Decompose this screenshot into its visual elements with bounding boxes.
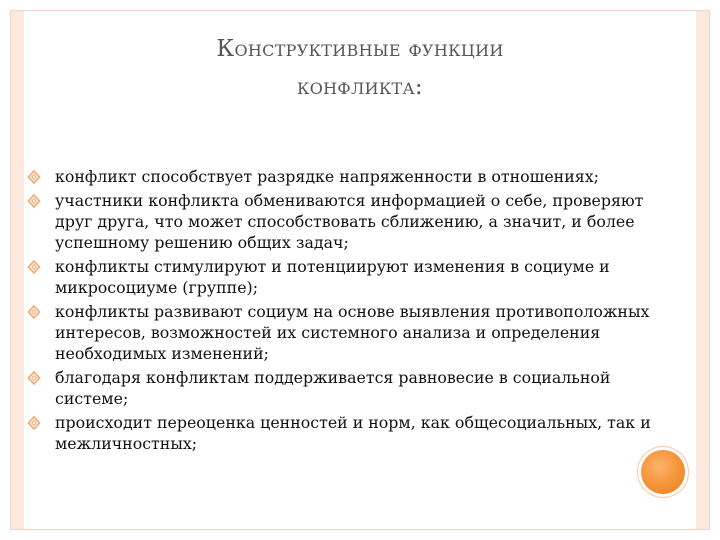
list-item-text: благодаря конфликтам поддерживается равновесие в социальной системе; bbox=[55, 368, 611, 408]
slide-title-line-1: Конструктивные функции bbox=[216, 36, 504, 62]
orange-circle-decoration bbox=[641, 450, 685, 494]
list-item bbox=[25, 412, 685, 454]
list-item-text: конфликты стимулируют и потенциируют изменения в социуме и микросоциуме (группе); bbox=[55, 257, 610, 297]
list-item bbox=[25, 301, 685, 364]
slide-title-line-2: конфликта: bbox=[297, 74, 423, 100]
hollow-diamond-icon bbox=[27, 371, 41, 385]
list-item bbox=[25, 190, 685, 253]
list-item-text: происходит переоценка ценностей и норм, как общесоциальных, так и межличностных; bbox=[55, 413, 651, 453]
bullet-list bbox=[25, 166, 685, 457]
hollow-diamond-icon bbox=[27, 194, 41, 208]
list-item-text: участники конфликта обмениваются информацией о себе, проверяют друг друга, что может способствовать сближению, а значит, и более успешному решению общих задач; bbox=[55, 191, 644, 252]
list-item-text: конфликты развивают социум на основе выявления противоположных интересов, возможностей их системного анализа и определения необходимых изменений; bbox=[55, 302, 650, 363]
slide-title bbox=[120, 30, 600, 106]
list-item bbox=[25, 166, 685, 187]
hollow-diamond-icon bbox=[27, 416, 41, 430]
list-item bbox=[25, 367, 685, 409]
hollow-diamond-icon bbox=[27, 260, 41, 274]
list-item bbox=[25, 256, 685, 298]
hollow-diamond-icon bbox=[27, 170, 41, 184]
hollow-diamond-icon bbox=[27, 305, 41, 319]
list-item-text: конфликт способствует разрядке напряженности в отношениях; bbox=[55, 167, 599, 186]
